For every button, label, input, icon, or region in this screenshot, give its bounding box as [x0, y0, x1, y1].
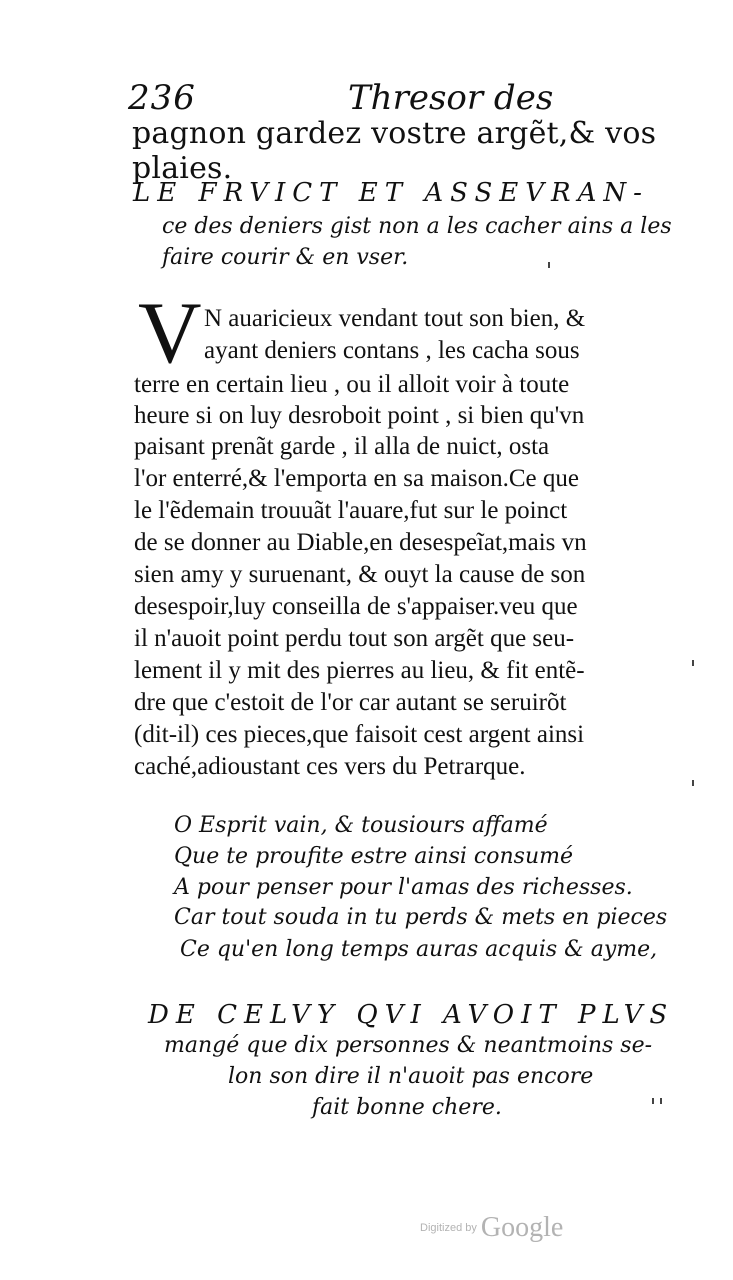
- drop-cap: V: [138, 285, 202, 382]
- verse-line: Car tout souda in tu perds & mets en pieces: [174, 905, 668, 930]
- paragraph-line: dre que c'estoit de l'or car autant se seruirõt: [134, 689, 567, 716]
- section-heading-line: LE FRVICT ET ASSEVRAN-: [133, 178, 649, 208]
- section-heading-line: DE CELVY QVI AVOIT PLVS: [148, 1000, 675, 1030]
- paragraph-line: sien amy y suruenant, & ouyt la cause de son: [134, 561, 586, 588]
- paragraph-line: desespoir,luy conseilla de s'appaiser.veu que: [134, 593, 578, 620]
- continuation-line: pagnon gardez vostre argẽt,& vos plaies.: [132, 116, 657, 186]
- verse-line: Que te proufite estre ainsi consumé: [174, 844, 574, 869]
- google-logo: Google: [480, 1212, 564, 1243]
- verse-line: Ce qu'en long temps auras acquis & ayme,: [180, 937, 658, 962]
- paragraph-line: le l'ẽdemain trouuãt l'auare,fut sur le poinct: [134, 497, 568, 524]
- paragraph-line: caché,adioustant ces vers du Petrarque.: [134, 753, 526, 780]
- verse-line: A pour penser pour l'amas des richesses.: [174, 875, 633, 900]
- section-heading-line: lon son dire il n'auoit pas encore: [228, 1064, 594, 1089]
- ink-speck: [548, 262, 550, 268]
- section-heading-line: fait bonne chere.: [312, 1095, 502, 1120]
- section-heading-line: mangé que dix personnes & neantmoins se-: [164, 1033, 653, 1058]
- verse-line: O Esprit vain, & tousiours affamé: [174, 813, 548, 838]
- section-heading-line: faire courir & en vser.: [162, 245, 409, 270]
- ink-speck: [692, 660, 694, 666]
- page-number: 236: [128, 78, 196, 118]
- paragraph-line: (dit-il) ces pieces,que faisoit cest argent ainsi: [134, 721, 585, 748]
- paragraph-line: paisant prenãt garde , il alla de nuict, osta: [134, 433, 550, 460]
- digitized-watermark: [420, 1212, 563, 1244]
- paragraph-line: de se donner au Diable,en desespeĩat,mais vn: [134, 529, 587, 556]
- running-title: Thresor des: [348, 78, 554, 118]
- paragraph-line: N auaricieux vendant tout son bien, &: [204, 305, 586, 332]
- section-heading-line: ce des deniers gist non a les cacher ains a les: [162, 214, 672, 239]
- watermark-prefix: Digitized by: [420, 1222, 477, 1234]
- ink-speck: [692, 780, 694, 786]
- paragraph-line: lement il y mit des pierres au lieu, & fit entẽ-: [134, 657, 585, 684]
- paragraph-line: terre en certain lieu , ou il alloit voir à toute: [134, 371, 570, 398]
- paragraph-line: heure si on luy desroboit point , si bien qu'vn: [134, 402, 585, 429]
- ink-speck: [660, 1098, 662, 1104]
- ink-speck: [652, 1098, 654, 1104]
- paragraph-line: ayant deniers contans , les cacha sous: [204, 337, 580, 364]
- paragraph-line: l'or enterré,& l'emporta en sa maison.Ce que: [134, 465, 579, 492]
- paragraph-line: il n'auoit point perdu tout son argẽt que seu-: [134, 625, 575, 652]
